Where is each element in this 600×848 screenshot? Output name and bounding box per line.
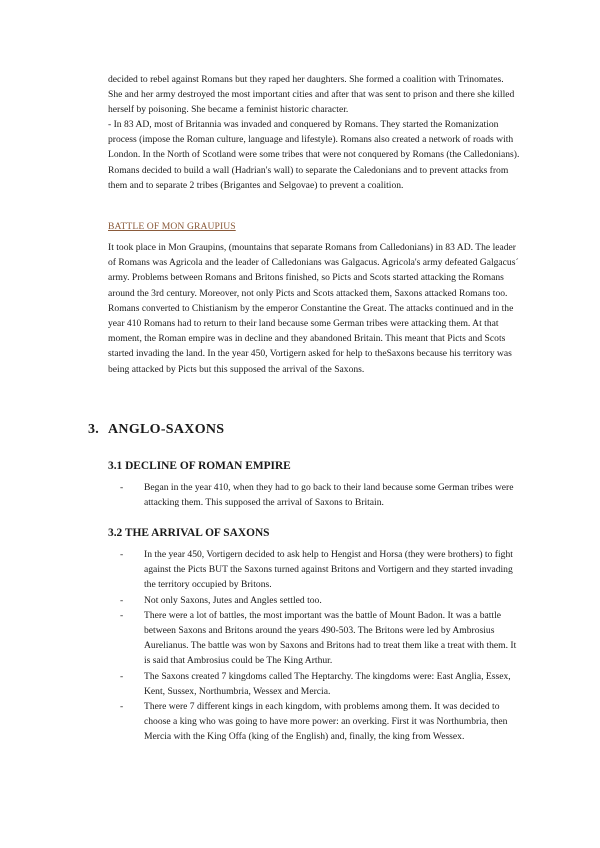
list-item — [120, 699, 520, 745]
list-item-text: There were 7 different kings in each kingdom, with problems among them. It was decided to choose a king who was going to have more power: an overking. First it was Northumbria, then Mercia with the King Offa (king of the English) and, finally, the king from Wessex. — [144, 701, 508, 743]
bullet-marker: - — [120, 549, 124, 560]
paragraph-83-ad: - In 83 AD, most of Britannia was invaded and conquered by Romans. They started the Romanization process (impose the Roman culture, language and lifestyle). Romans also created a network of roads with London. In the North of Scotland were some tribes that were not conquered by Romans (the Calledonians). Romans decided to build a wall (Hadrian's wall) to separate the Caledonians and to prevent attacks from them and to separate 2 tribes (Brigantes and Selgovae) to prevent a coalition. — [108, 119, 520, 191]
list-item — [120, 608, 520, 669]
section-number: 3. — [88, 422, 100, 437]
bullet-marker: - — [120, 609, 124, 621]
list-item — [120, 480, 520, 510]
list-item-text: There were a lot of battles, the most important was the battle of Mount Badon. It was a battle between Saxons and Britons around the years 490-503. The Britons were led by Ambrosius Aurelianus. The battle was won by Saxons and Britons had to treat them like a treat with them. It is said that Ambrosius could be The King Arthur. — [144, 609, 517, 667]
list-item — [120, 593, 520, 608]
list-item — [120, 669, 520, 699]
section-heading-anglo-saxons — [88, 421, 224, 439]
bullet-marker: - — [120, 594, 124, 606]
list-item-text: In the year 450, Vortigern decided to ask help to Hengist and Horsa (they were brothers) to fight against the Picts BUT the Saxons turned against Britons and Vortigern and they started invading the territory occupied by Britons. — [144, 549, 513, 591]
section-title: ANGLO-SAXONS — [108, 422, 225, 437]
list-item-text: Not only Saxons, Jutes and Angles settled too. — [144, 594, 322, 606]
paragraph-battle: It took place in Mon Graupins, (mountains that separate Romans from Calledonians) in 83 AD. The leader of Romans was Agricola and the leader of Calledonians was Galgacus. Agricola's army defeated Galgacus´ army. Problems between Romans and Britons finished, so Picts and Scots started attacking the Romans around the 3rd century. Moreover, not only Picts and Scots attacked them, Saxons attacked Romans too. Romans converted to Chistianism by the emperor Constantine the Great. The attacks continued and in the year 410 Romans had to return to their land because some German tribes were attacking them. At that moment, the Roman empire was in decline and they abandoned Britain. This meant that Picts and Scots started invading the land. In the year 450, Vortigern asked for help to theSaxons because his territory was being attacked by Picts but this supposed the arrival of the Saxons. — [108, 242, 519, 375]
decline-bullet-list — [120, 480, 520, 510]
arrival-bullet-list — [120, 547, 520, 745]
subsection-heading-arrival: 3.2 THE ARRIVAL OF SAXONS — [108, 527, 270, 539]
battle-heading: BATTLE OF MON GRAUPIUS — [108, 221, 236, 232]
list-item-text: Began in the year 410, when they had to go back to their land because some German tribes were attacking them. This supposed the arrival of Saxons to Britain. — [144, 482, 514, 509]
list-item — [120, 547, 520, 593]
subsection-heading-decline: 3.1 DECLINE OF ROMAN EMPIRE — [108, 460, 291, 472]
list-item-text: The Saxons created 7 kingdoms called The Heptarchy. The kingdoms were: East Anglia, Essex, Kent, Sussex, Northumbria, Wessex and Mercia. — [144, 670, 511, 697]
bullet-marker: - — [120, 482, 124, 493]
bullet-marker: - — [120, 670, 124, 682]
paragraph-intro: decided to rebel against Romans but they raped her daughters. She formed a coalition with Trinomates. She and her army destroyed the most important cities and after that was sent to prison and there she killed herself by poisoning. She became a feminist historic character. — [108, 74, 515, 116]
bullet-marker: - — [120, 701, 124, 713]
